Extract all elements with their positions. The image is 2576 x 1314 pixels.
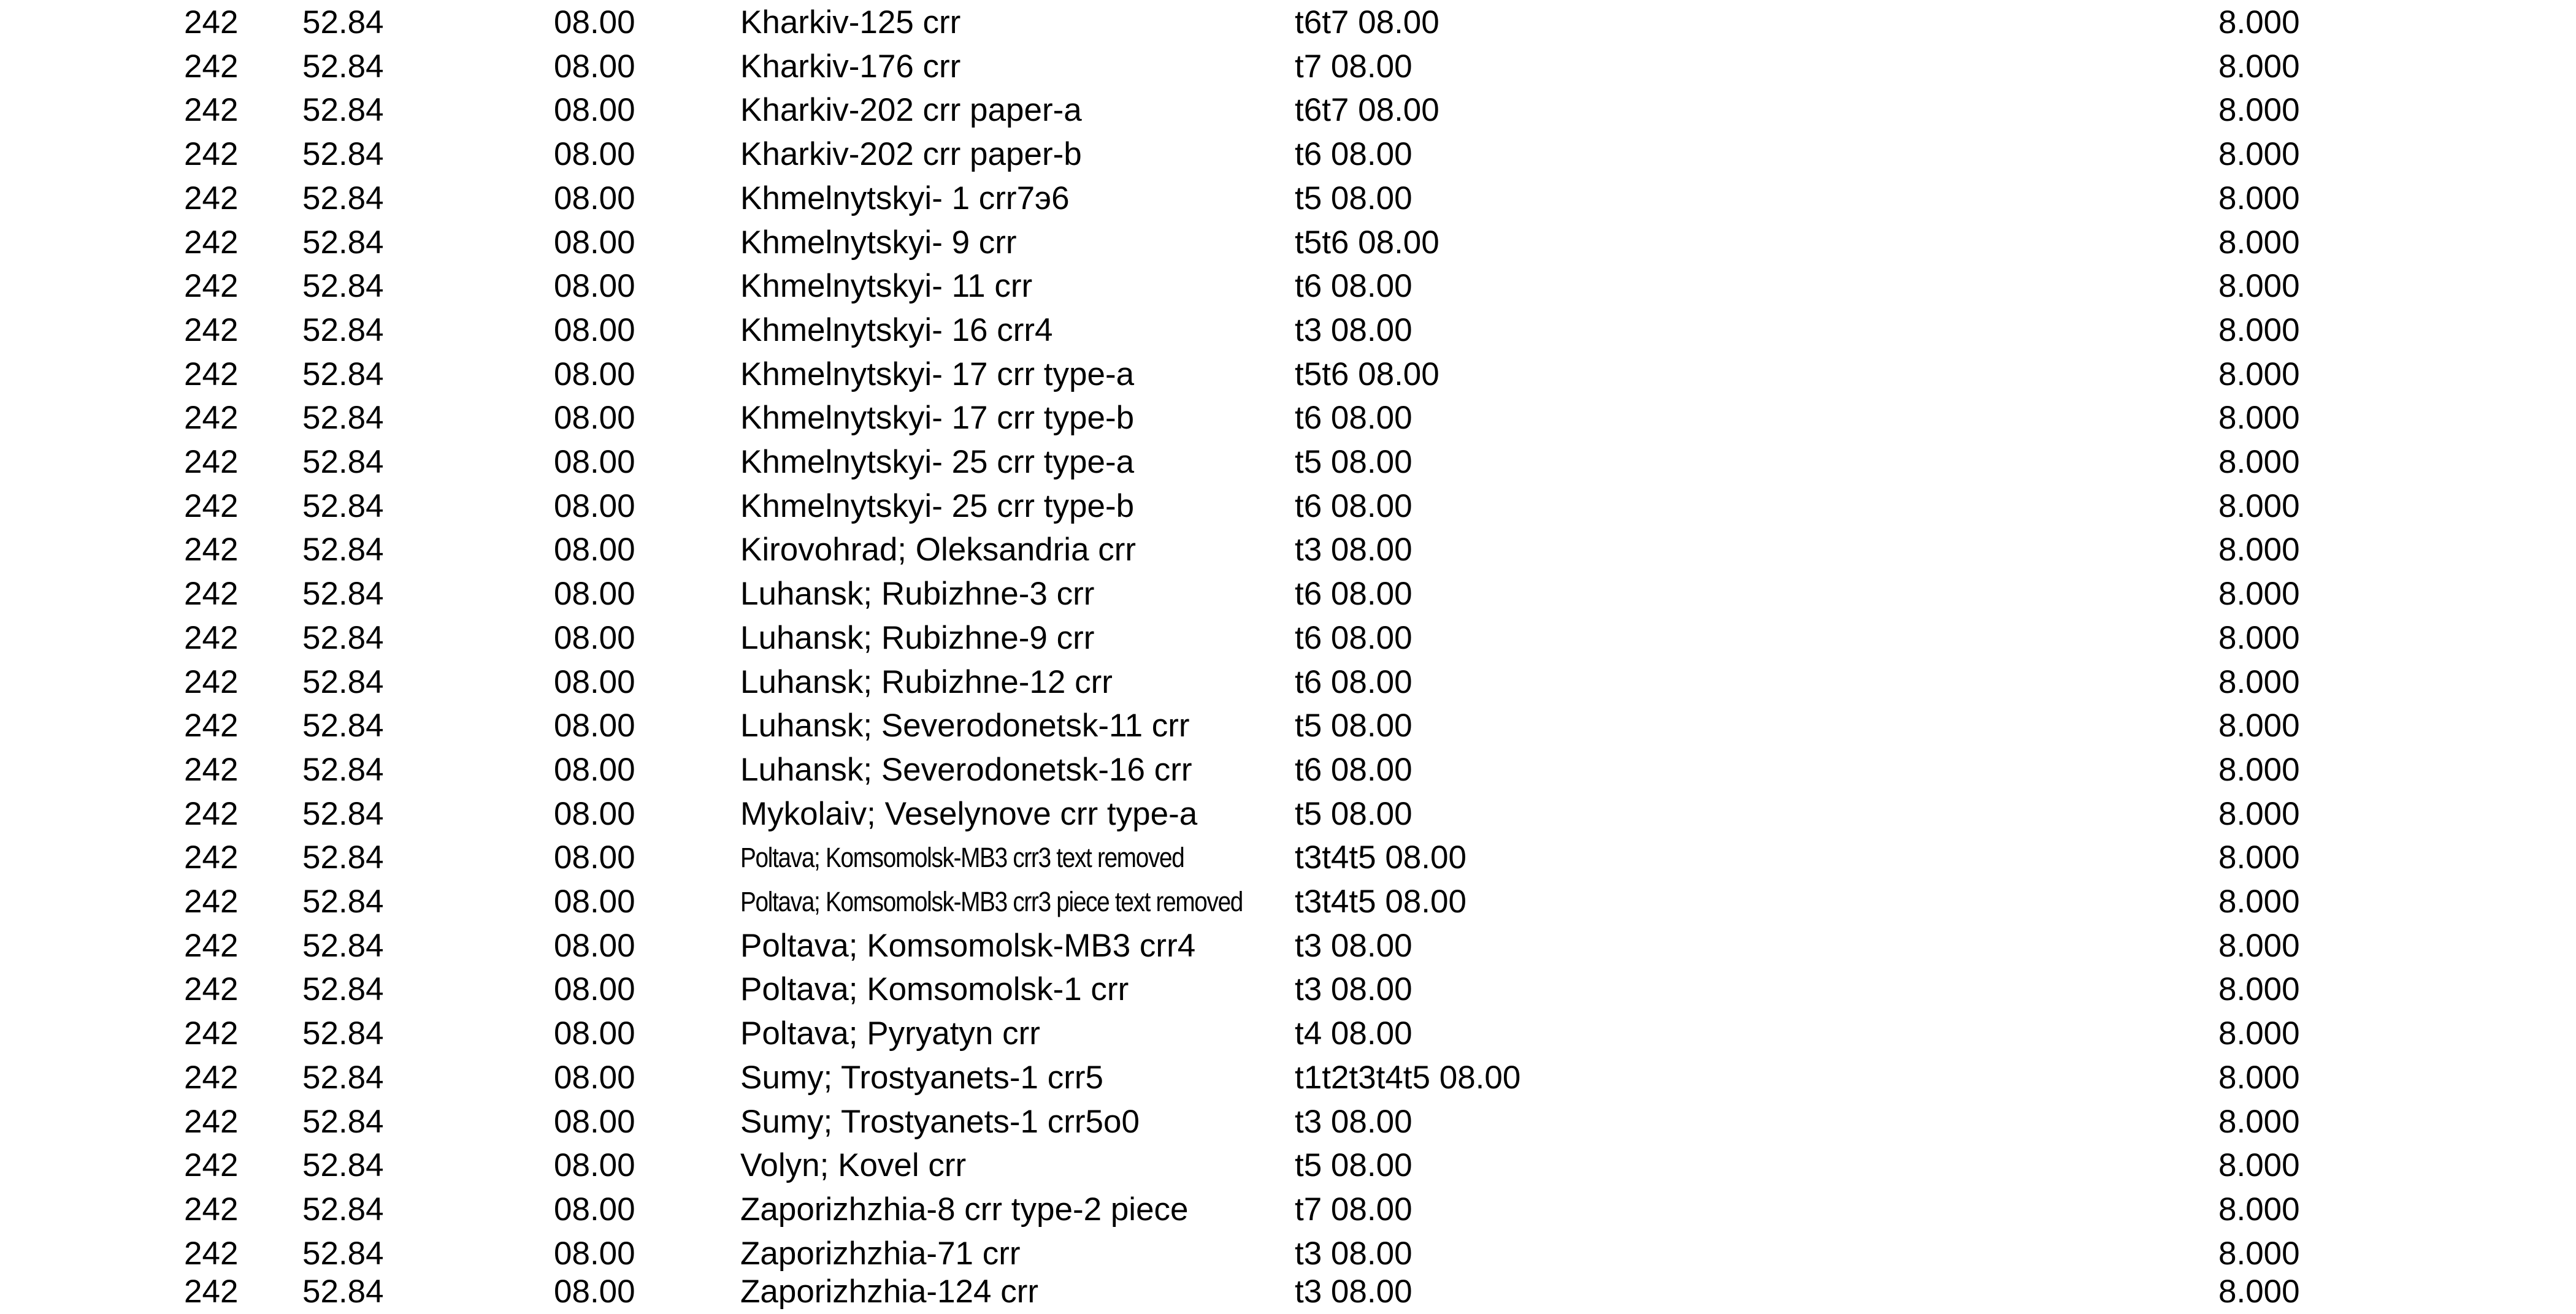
description-cell: Khmelnytskyi- 9 crr (740, 224, 1017, 261)
code-cell: 242 (184, 311, 239, 348)
description-cell: Khmelnytskyi- 16 crr4 (740, 311, 1053, 348)
rate-cell: 08.00 (554, 663, 635, 700)
value-cell: 52.84 (302, 268, 384, 305)
total-cell: 8.000 (2218, 1015, 2300, 1052)
table-row (0, 1144, 2576, 1188)
description-cell: Luhansk; Rubizhne-9 crr (740, 619, 1095, 656)
rate-cell: 08.00 (554, 884, 635, 920)
value-cell: 52.84 (302, 619, 384, 656)
table-row (0, 1232, 2576, 1276)
type-cell: t6 08.00 (1295, 487, 1413, 524)
code-cell: 242 (184, 1059, 239, 1096)
type-cell: t7 08.00 (1295, 48, 1413, 85)
total-cell: 8.000 (2218, 884, 2300, 920)
table-row (0, 88, 2576, 132)
value-cell: 52.84 (302, 1191, 384, 1228)
total-cell: 8.000 (2218, 708, 2300, 744)
total-cell: 8.000 (2218, 224, 2300, 261)
type-cell: t6 08.00 (1295, 400, 1413, 437)
code-cell: 242 (184, 663, 239, 700)
code-cell: 242 (184, 268, 239, 305)
table-row (0, 1056, 2576, 1100)
code-cell: 242 (184, 48, 239, 85)
description-cell: Kharkiv-202 crr paper-b (740, 136, 1082, 173)
total-cell: 8.000 (2218, 1147, 2300, 1184)
rate-cell: 08.00 (554, 444, 635, 480)
total-cell: 8.000 (2218, 487, 2300, 524)
rate-cell: 08.00 (554, 268, 635, 305)
total-cell: 8.000 (2218, 1235, 2300, 1272)
code-cell: 242 (184, 487, 239, 524)
value-cell: 52.84 (302, 971, 384, 1008)
rate-cell: 08.00 (554, 1147, 635, 1184)
table-row (0, 748, 2576, 792)
code-cell: 242 (184, 224, 239, 261)
type-cell: t7 08.00 (1295, 1191, 1413, 1228)
code-cell: 242 (184, 1235, 239, 1272)
type-cell: t5 08.00 (1295, 444, 1413, 480)
description-cell: Luhansk; Rubizhne-12 crr (740, 663, 1113, 700)
value-cell: 52.84 (302, 92, 384, 129)
rate-cell: 08.00 (554, 576, 635, 613)
table-row (0, 396, 2576, 440)
description-cell: Sumy; Trostyanets-1 crr5o0 (740, 1103, 1140, 1140)
code-cell: 242 (184, 180, 239, 216)
rate-cell: 08.00 (554, 311, 635, 348)
rate-cell: 08.00 (554, 1103, 635, 1140)
code-cell: 242 (184, 400, 239, 437)
rate-cell: 08.00 (554, 1059, 635, 1096)
type-cell: t6 08.00 (1295, 576, 1413, 613)
value-cell: 52.84 (302, 884, 384, 920)
code-cell: 242 (184, 619, 239, 656)
description-cell: Khmelnytskyi- 25 crr type-a (740, 444, 1135, 480)
type-cell: t6 08.00 (1295, 619, 1413, 656)
table-row (0, 968, 2576, 1012)
table-row (0, 880, 2576, 924)
total-cell: 8.000 (2218, 1103, 2300, 1140)
type-cell: t6 08.00 (1295, 136, 1413, 173)
table-row (0, 308, 2576, 353)
type-cell: t5 08.00 (1295, 180, 1413, 216)
rate-cell: 08.00 (554, 136, 635, 173)
type-cell: t6t7 08.00 (1295, 4, 1439, 40)
rate-cell: 08.00 (554, 180, 635, 216)
value-cell: 52.84 (302, 751, 384, 788)
total-cell: 8.000 (2218, 356, 2300, 392)
description-cell: Poltava; Komsomolsk-1 crr (740, 971, 1129, 1008)
rate-cell: 08.00 (554, 224, 635, 261)
value-cell: 52.84 (302, 180, 384, 216)
type-cell: t5t6 08.00 (1295, 356, 1439, 392)
description-cell: Luhansk; Severodonetsk-16 crr (740, 751, 1192, 788)
table-row (0, 528, 2576, 572)
table-row (0, 440, 2576, 484)
description-cell: Sumy; Trostyanets-1 crr5 (740, 1059, 1104, 1096)
total-cell: 8.000 (2218, 751, 2300, 788)
description-cell: Volyn; Kovel crr (740, 1147, 967, 1184)
rate-cell: 08.00 (554, 751, 635, 788)
table-row (0, 1188, 2576, 1232)
description-cell: Mykolaiv; Veselynove crr type-a (740, 795, 1198, 832)
type-cell: t5 08.00 (1295, 795, 1413, 832)
description-cell: Zaporizhzhia-8 crr type-2 piece (740, 1191, 1189, 1228)
type-cell: t3t4t5 08.00 (1295, 884, 1466, 920)
table-row (0, 484, 2576, 529)
description-cell: Khmelnytskyi- 17 crr type-b (740, 400, 1135, 437)
value-cell: 52.84 (302, 1235, 384, 1272)
value-cell: 52.84 (302, 48, 384, 85)
table-row (0, 177, 2576, 221)
value-cell: 52.84 (302, 1147, 384, 1184)
description-cell: Poltava; Pyryatyn crr (740, 1015, 1040, 1052)
type-cell: t6 08.00 (1295, 663, 1413, 700)
total-cell: 8.000 (2218, 971, 2300, 1008)
code-cell: 242 (184, 532, 239, 568)
type-cell: t3 08.00 (1295, 311, 1413, 348)
total-cell: 8.000 (2218, 48, 2300, 85)
value-cell: 52.84 (302, 400, 384, 437)
value-cell: 52.84 (302, 136, 384, 173)
total-cell: 8.000 (2218, 795, 2300, 832)
total-cell: 8.000 (2218, 927, 2300, 964)
total-cell: 8.000 (2218, 663, 2300, 700)
description-cell: Zaporizhzhia-124 crr (740, 1274, 1039, 1310)
table-row (0, 792, 2576, 836)
total-cell: 8.000 (2218, 576, 2300, 613)
total-cell: 8.000 (2218, 136, 2300, 173)
value-cell: 52.84 (302, 576, 384, 613)
total-cell: 8.000 (2218, 444, 2300, 480)
table-row (0, 572, 2576, 616)
total-cell: 8.000 (2218, 400, 2300, 437)
description-cell: Kharkiv-176 crr (740, 48, 961, 85)
total-cell: 8.000 (2218, 839, 2300, 876)
type-cell: t5 08.00 (1295, 1147, 1413, 1184)
type-cell: t5t6 08.00 (1295, 224, 1439, 261)
code-cell: 242 (184, 1274, 239, 1310)
rate-cell: 08.00 (554, 1015, 635, 1052)
rate-cell: 08.00 (554, 971, 635, 1008)
value-cell: 52.84 (302, 927, 384, 964)
table-row (0, 924, 2576, 968)
value-cell: 52.84 (302, 708, 384, 744)
value-cell: 52.84 (302, 487, 384, 524)
code-cell: 242 (184, 92, 239, 129)
total-cell: 8.000 (2218, 619, 2300, 656)
total-cell: 8.000 (2218, 1274, 2300, 1310)
code-cell: 242 (184, 927, 239, 964)
type-cell: t3t4t5 08.00 (1295, 839, 1466, 876)
code-cell: 242 (184, 1191, 239, 1228)
rate-cell: 08.00 (554, 356, 635, 392)
table-row (0, 1100, 2576, 1144)
code-cell: 242 (184, 576, 239, 613)
description-cell: Khmelnytskyi- 1 crr7э6 (740, 180, 1070, 216)
rate-cell: 08.00 (554, 708, 635, 744)
code-cell: 242 (184, 884, 239, 920)
type-cell: t6t7 08.00 (1295, 92, 1439, 129)
value-cell: 52.84 (302, 1015, 384, 1052)
description-cell: Luhansk; Severodonetsk-11 crr (740, 708, 1190, 744)
type-cell: t5 08.00 (1295, 708, 1413, 744)
rate-cell: 08.00 (554, 1235, 635, 1272)
table-row (0, 1012, 2576, 1056)
code-cell: 242 (184, 1147, 239, 1184)
rate-cell: 08.00 (554, 1191, 635, 1228)
rate-cell: 08.00 (554, 839, 635, 876)
description-cell: Kharkiv-202 crr paper-a (740, 92, 1082, 129)
description-cell: Kirovohrad; Oleksandria crr (740, 532, 1137, 568)
total-cell: 8.000 (2218, 180, 2300, 216)
description-cell: Kharkiv-125 crr (740, 4, 961, 40)
table-row (0, 264, 2576, 308)
table-row (0, 836, 2576, 880)
value-cell: 52.84 (302, 1059, 384, 1096)
table-row (0, 1270, 2576, 1314)
total-cell: 8.000 (2218, 532, 2300, 568)
rate-cell: 08.00 (554, 795, 635, 832)
code-cell: 242 (184, 444, 239, 480)
rate-cell: 08.00 (554, 92, 635, 129)
description-cell: Khmelnytskyi- 11 crr (740, 268, 1033, 305)
code-cell: 242 (184, 1015, 239, 1052)
description-cell: Khmelnytskyi- 17 crr type-a (740, 356, 1135, 392)
code-cell: 242 (184, 795, 239, 832)
rate-cell: 08.00 (554, 1274, 635, 1310)
code-cell: 242 (184, 839, 239, 876)
type-cell: t6 08.00 (1295, 268, 1413, 305)
value-cell: 52.84 (302, 839, 384, 876)
total-cell: 8.000 (2218, 92, 2300, 129)
table-row (0, 660, 2576, 705)
type-cell: t3 08.00 (1295, 1235, 1413, 1272)
value-cell: 52.84 (302, 444, 384, 480)
type-cell: t3 08.00 (1295, 1274, 1413, 1310)
value-cell: 52.84 (302, 795, 384, 832)
code-cell: 242 (184, 708, 239, 744)
total-cell: 8.000 (2218, 268, 2300, 305)
type-cell: t3 08.00 (1295, 927, 1413, 964)
rate-cell: 08.00 (554, 487, 635, 524)
code-cell: 242 (184, 356, 239, 392)
value-cell: 52.84 (302, 1274, 384, 1310)
value-cell: 52.84 (302, 311, 384, 348)
description-cell: Luhansk; Rubizhne-3 crr (740, 576, 1095, 613)
table-row (0, 616, 2576, 660)
total-cell: 8.000 (2218, 1059, 2300, 1096)
description-cell: Poltava; Komsomolsk-MB3 crr3 piece text removed (740, 886, 1243, 917)
description-cell: Poltava; Komsomolsk-MB3 crr3 text removed (740, 842, 1184, 874)
type-cell: t1t2t3t4t5 08.00 (1295, 1059, 1521, 1096)
code-cell: 242 (184, 4, 239, 40)
description-cell: Poltava; Komsomolsk-MB3 crr4 (740, 927, 1196, 964)
table-row (0, 353, 2576, 397)
rate-cell: 08.00 (554, 400, 635, 437)
type-cell: t3 08.00 (1295, 1103, 1413, 1140)
rate-cell: 08.00 (554, 48, 635, 85)
value-cell: 52.84 (302, 224, 384, 261)
rate-cell: 08.00 (554, 532, 635, 568)
table-row (0, 132, 2576, 177)
rate-cell: 08.00 (554, 4, 635, 40)
table-row (0, 704, 2576, 748)
table-row (0, 221, 2576, 265)
value-cell: 52.84 (302, 663, 384, 700)
description-cell: Zaporizhzhia-71 crr (740, 1235, 1021, 1272)
value-cell: 52.84 (302, 356, 384, 392)
type-cell: t4 08.00 (1295, 1015, 1413, 1052)
code-cell: 242 (184, 751, 239, 788)
value-cell: 52.84 (302, 4, 384, 40)
value-cell: 52.84 (302, 1103, 384, 1140)
value-cell: 52.84 (302, 532, 384, 568)
table-row (0, 45, 2576, 89)
type-cell: t6 08.00 (1295, 751, 1413, 788)
description-cell: Khmelnytskyi- 25 crr type-b (740, 487, 1135, 524)
rate-cell: 08.00 (554, 619, 635, 656)
rate-cell: 08.00 (554, 927, 635, 964)
code-cell: 242 (184, 971, 239, 1008)
total-cell: 8.000 (2218, 1191, 2300, 1228)
total-cell: 8.000 (2218, 4, 2300, 40)
type-cell: t3 08.00 (1295, 532, 1413, 568)
table-row (0, 1, 2576, 45)
total-cell: 8.000 (2218, 311, 2300, 348)
code-cell: 242 (184, 1103, 239, 1140)
type-cell: t3 08.00 (1295, 971, 1413, 1008)
code-cell: 242 (184, 136, 239, 173)
